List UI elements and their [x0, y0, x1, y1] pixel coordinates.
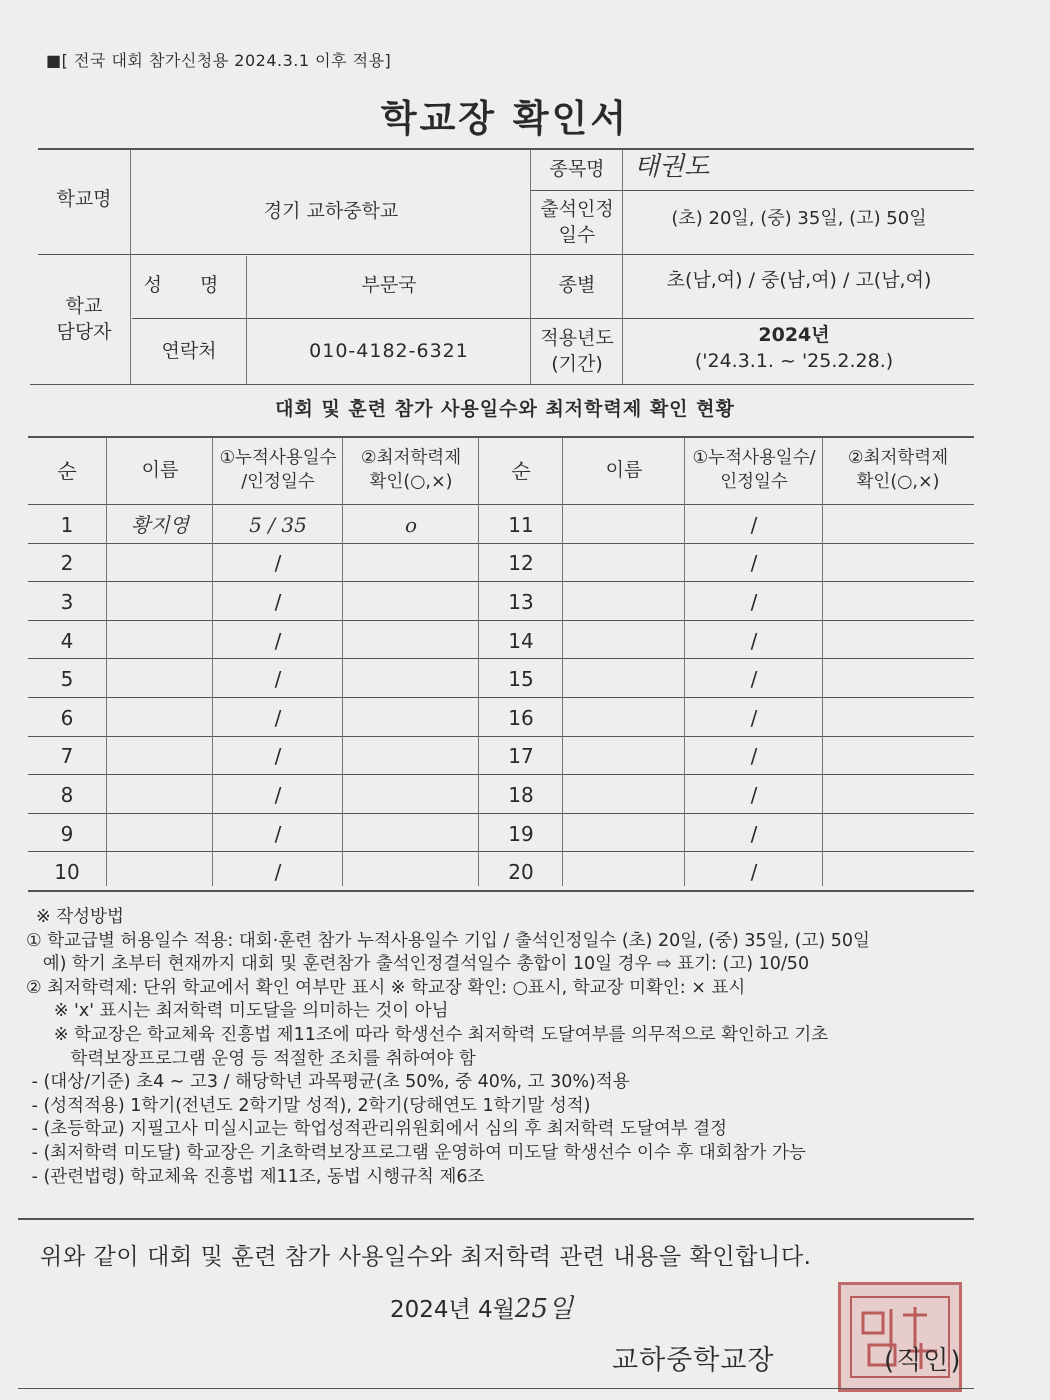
table-cell-name — [564, 815, 684, 854]
table-cell-min — [824, 853, 972, 892]
table-cell-min — [824, 776, 972, 815]
table-cell-min — [344, 699, 478, 738]
table-cell-days: / — [750, 589, 758, 614]
info-line-3 — [38, 254, 974, 255]
header-min-left-1: ②최저학력제 — [360, 448, 462, 469]
table-cell-no: 16 — [508, 705, 534, 730]
table-cell-min — [344, 660, 478, 699]
table-cell-min — [824, 545, 972, 584]
table-cell-min — [344, 815, 478, 854]
table-cell-days: / — [274, 860, 282, 885]
table-vline-3 — [342, 438, 343, 886]
table-vline-7 — [822, 438, 823, 886]
note-line: ※ 학교장은 학교체육 진흥법 제11조에 따라 학생선수 최저학력 도달여부를 의무적으로 확인하고 기초 — [26, 1024, 829, 1045]
table-cell-no: 5 — [60, 667, 74, 692]
table-cell-no: 15 — [508, 667, 534, 692]
table-header-line — [28, 504, 974, 505]
note-line: - (성적적용) 1학기(전년도 2학기말 성적), 2학기(당해연도 1학기말 성적) — [26, 1095, 591, 1116]
table-cell-days: / — [750, 628, 758, 653]
info-vline-4 — [622, 150, 623, 384]
manager-name-label: 성 명 — [143, 274, 235, 297]
table-cell-days: / — [274, 705, 282, 730]
header-days-left-2: /인정일수 — [241, 472, 315, 492]
table-cell-name — [108, 545, 212, 584]
table-cell-no: 18 — [508, 782, 534, 807]
table-cell-no: 10 — [54, 860, 80, 885]
note-line: - (최저학력 미도달) 학교장은 기초학력보장프로그램 운영하여 미도달 학생선수 이수 후 대회참가 가능 — [26, 1142, 806, 1163]
header-no-right: 순 — [511, 458, 531, 483]
table-cell-name — [564, 738, 684, 777]
table-cell-days: / — [274, 628, 282, 653]
info-vline-3 — [530, 150, 531, 384]
table-cell-name — [564, 699, 684, 738]
info-vline-2 — [246, 256, 247, 384]
event-label: 종목명 — [549, 158, 605, 181]
apply-period: ('24.3.1. ~ '25.2.28.) — [694, 350, 894, 372]
note-line: - (관련법령) 학교체육 진흥법 제11조, 동법 시행규칙 제6조 — [26, 1166, 485, 1187]
table-cell-days: / — [750, 551, 758, 576]
attend-days-label — [532, 192, 622, 254]
table-cell-name: 황지영 — [131, 512, 189, 537]
table-cell-min — [344, 545, 478, 584]
gender-value: 초(남,여) / 중(남,여) / 고(남,여) — [666, 269, 932, 292]
table-cell-min — [824, 738, 972, 777]
contact-value: 010-4182-6321 — [309, 340, 469, 363]
table-cell-days: 5 / 35 — [249, 512, 307, 537]
table-cell-no: 3 — [60, 589, 74, 614]
table-cell-no: 6 — [60, 705, 74, 730]
header-note: ■[ 전국 대회 참가신청용 2024.3.1 이후 적용] — [46, 51, 392, 70]
table-cell-no: 20 — [508, 860, 534, 885]
header-name-left: 이름 — [141, 459, 179, 482]
section-title: 대회 및 훈련 참가 사용일수와 최저학력제 확인 현황 — [275, 398, 735, 420]
table-cell-min — [824, 506, 972, 545]
writing-instructions — [26, 906, 1026, 1189]
note-line: 학력보장프로그램 운영 등 적절한 조치를 취하여야 함 — [26, 1048, 476, 1069]
table-cell-no: 1 — [60, 512, 74, 537]
header-min-left-2: 확인(○,×) — [369, 472, 453, 492]
school-name-label: 학교명 — [56, 188, 112, 211]
school-manager-label-1: 학교 — [65, 295, 103, 318]
table-cell-name — [108, 738, 212, 777]
info-vline-1 — [130, 150, 131, 384]
info-line-2 — [530, 190, 974, 191]
manager-name-value: 부문국 — [361, 274, 417, 297]
table-cell-min — [824, 583, 972, 622]
attend-days-label-2: 일수 — [558, 224, 596, 246]
table-cell-name — [564, 853, 684, 892]
table-cell-name — [108, 776, 212, 815]
table-cell-name — [108, 622, 212, 661]
table-cell-name — [564, 583, 684, 622]
document-title: 학교장 확인서 — [380, 97, 630, 140]
table-vline-1 — [106, 438, 107, 886]
table-cell-days: / — [274, 589, 282, 614]
table-cell-no: 2 — [60, 551, 74, 576]
table-cell-name — [108, 853, 212, 892]
note-line: ※ 작성방법 — [36, 907, 124, 927]
table-cell-days: / — [750, 667, 758, 692]
table-cell-min — [344, 738, 478, 777]
header-days-left — [214, 438, 342, 504]
note-line: ② 최저학력제: 단위 학교에서 확인 여부만 표시 ※ 학교장 확인: ○표시, 학교장 미확인: × 표시 — [26, 977, 746, 998]
school-manager-label — [38, 256, 130, 384]
table-cell-days: / — [750, 744, 758, 769]
table-cell-days: / — [274, 667, 282, 692]
table-cell-name — [564, 622, 684, 661]
school-name-value: 경기 교하중학교 — [263, 200, 399, 223]
table-cell-min — [824, 660, 972, 699]
header-min-right — [824, 438, 972, 504]
table-cell-days: / — [274, 821, 282, 846]
table-cell-min — [824, 815, 972, 854]
table-cell-no: 12 — [508, 551, 534, 576]
school-manager-label-2: 담당자 — [56, 321, 112, 343]
date-day: 25일 — [514, 1294, 574, 1324]
apply-year-label-2: (기간) — [551, 353, 603, 375]
table-cell-min — [344, 583, 478, 622]
table-vline-2 — [212, 438, 213, 886]
table-cell-no: 17 — [508, 744, 534, 769]
attend-days-label-1: 출석인정 — [540, 198, 614, 221]
note-line: 예) 학기 초부터 현재까지 대회 및 훈련참가 출석인정결석일수 총합이 10일 경우 ⇨ 표기: (고) 10/50 — [26, 954, 810, 975]
table-cell-no: 13 — [508, 589, 534, 614]
table-vline-6 — [684, 438, 685, 886]
table-cell-min — [824, 622, 972, 661]
table-cell-name — [108, 660, 212, 699]
table-cell-no: 11 — [508, 512, 534, 537]
table-cell-days: / — [750, 512, 758, 537]
apply-year-label — [532, 320, 622, 384]
table-cell-days: / — [750, 705, 758, 730]
table-cell-name — [108, 815, 212, 854]
table-cell-days: / — [274, 744, 282, 769]
table-cell-days: / — [750, 860, 758, 885]
note-line: - (대상/기준) 초4 ~ 고3 / 해당학년 과목평균(초 50%, 중 40%, 고 30%)적용 — [26, 1072, 630, 1093]
info-bottom-line — [30, 384, 974, 385]
header-min-right-1: ②최저학력제 — [847, 448, 949, 469]
apply-year-label-1: 적용년도 — [540, 327, 614, 350]
confirm-top-line — [18, 1218, 974, 1220]
header-name-right: 이름 — [605, 459, 643, 482]
table-cell-no: 7 — [60, 744, 74, 769]
event-value: 태권도 — [634, 152, 710, 183]
table-cell-min — [824, 699, 972, 738]
contact-label: 연락처 — [161, 340, 217, 363]
table-cell-min — [344, 622, 478, 661]
note-line: - (초등학교) 지필고사 미실시교는 학업성적관리위원회에서 심의 후 최저학력 도달여부 결정 — [26, 1119, 728, 1140]
confirm-date — [390, 1288, 573, 1325]
table-cell-min: o — [404, 512, 418, 537]
note-line: ① 학교급별 허용일수 적용: 대회·훈련 참가 누적사용일수 기입 / 출석인정일수 (초) 20일, (중) 35일, (고) 50일 — [26, 930, 870, 951]
apply-year-value — [624, 318, 964, 380]
table-cell-days: / — [274, 782, 282, 807]
header-days-left-1: ①누적사용일수 — [219, 448, 337, 469]
table-cell-no: 4 — [60, 628, 74, 653]
table-cell-name — [564, 506, 684, 545]
header-days-right-1: ①누적사용일수/ — [692, 448, 816, 469]
page-bottom-line — [18, 1388, 974, 1389]
seal-label: (직인) — [884, 1346, 963, 1376]
table-cell-name — [108, 583, 212, 622]
attend-days-value: (초) 20일, (중) 35일, (고) 50일 — [671, 207, 927, 229]
table-cell-days: / — [750, 821, 758, 846]
gender-label: 종별 — [558, 274, 596, 297]
note-line: ※ 'x' 표시는 최저학력 미도달을 의미하는 것이 아님 — [26, 1001, 449, 1022]
table-cell-no: 8 — [60, 782, 74, 807]
table-cell-name — [564, 660, 684, 699]
table-cell-no: 19 — [508, 821, 534, 846]
table-cell-name — [108, 699, 212, 738]
table-cell-name — [564, 545, 684, 584]
principal-title: 교하중학교장 — [612, 1345, 775, 1376]
table-cell-days: / — [274, 551, 282, 576]
table-vline-4 — [478, 438, 479, 886]
header-min-right-2: 확인(○,×) — [856, 472, 940, 492]
table-vline-5 — [562, 438, 563, 886]
date-text: 2024년 4월 — [390, 1297, 515, 1323]
header-min-left — [344, 438, 478, 504]
header-days-right-2: 인정일수 — [720, 472, 788, 492]
apply-year: 2024년 — [758, 324, 830, 347]
header-days-right — [686, 438, 822, 504]
info-top-line — [38, 148, 974, 150]
header-no-left: 순 — [57, 458, 77, 483]
table-cell-no: 14 — [508, 628, 534, 653]
confirm-statement: 위와 같이 대회 및 훈련 참가 사용일수와 최저학력 관련 내용을 확인합니다. — [40, 1244, 812, 1270]
table-cell-min — [344, 853, 478, 892]
table-cell-name — [564, 776, 684, 815]
table-cell-days: / — [750, 782, 758, 807]
table-cell-min — [344, 776, 478, 815]
table-cell-no: 9 — [60, 821, 74, 846]
